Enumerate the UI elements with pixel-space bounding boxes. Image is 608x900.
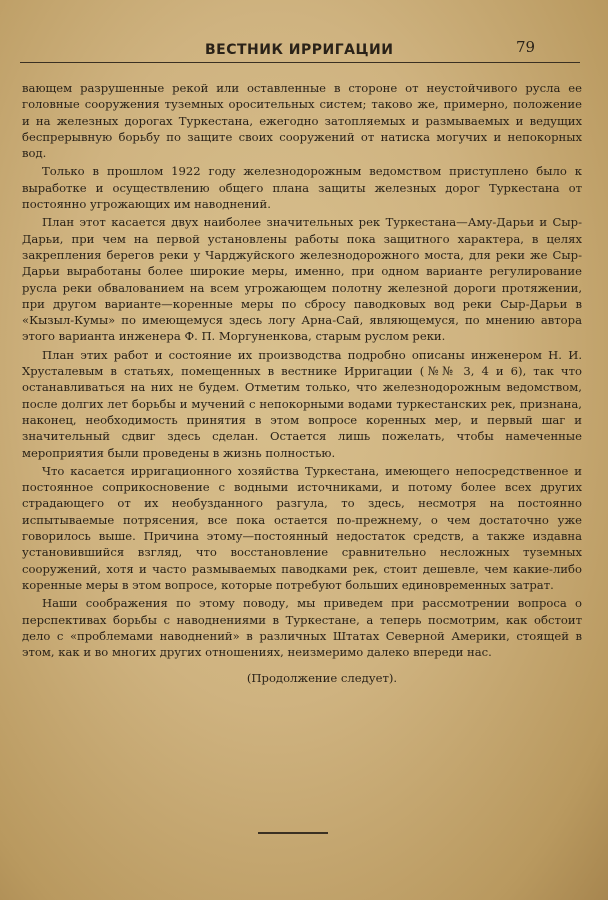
paragraph: План этот касается двух наиболее значительных рек Туркестана—Аму-Дарьи и Сыр-Дарьи, при чем на первой установлены работы пока защитного характера, в целях закрепления берегов реки у Чарджуйского железнодорожного моста, для реки же Сыр-Дарьи выработаны более широкие меры, именно, при одном варианте регулирование русла реки обвалованием на всем угрожающем полотну железной дороги протяжении, при другом варианте—коренные меры по сбросу паводковых вод реки Сыр-Дарьи в «Кызыл-Кумы» по имеющемуся здесь логу Арна-Сай, являющемуся, по мнению автора этого варианта инженера Ф. П. Моргуненкова, старым руслом реки. <box>22 215 582 344</box>
page-header <box>0 36 608 64</box>
paragraph: Наши соображения по этому поводу, мы приведем при рассмотрении вопроса о перспективах борьбы с наводнениями в Туркестане, а теперь посмотрим, как обстоит дело с «проблемами наводнений» в различных Штатах Северной Америки, стоящей в этом, как и во многих других отношениях, неизмеримо далеко впереди нас. <box>22 596 582 660</box>
article-body <box>22 80 582 687</box>
paragraph: План этих работ и состояние их производства подробно описаны инженером Н. И. Хрусталевым в статьях, помещенных в вестнике Ирригации (№№ 3, 4 и 6), так что останавливаться на них не будем. Отметим только, что железнодорожным ведомством, после долгих лет борьбы и мучений с непокорными водами туркестанских рек, признана, наконец, необходимость принятия в этом вопросе коренных мер, и первый шаг и значительный сдвиг здесь сделан. Остается лишь пожелать, чтобы намеченные мероприятия были проведены в жизнь полностью. <box>22 347 582 460</box>
paragraph: вающем разрушенные рекой или оставленные в стороне от неустойчивого русла ее головные сооружения туземных оросительных систем; таково же, примерно, положение и на железных дорогах Туркестана, ежегодно затопляемых и размываемых и ведущих беспрерывную борьбу по защите своих сооружений от натиска могучих и непокорных вод. <box>22 81 582 161</box>
paragraph: Только в прошлом 1922 году железнодорожным ведомством приступлено было к выработке и осуществлению общего плана защиты железных дорог Туркестана от постоянно угрожающих им наводнений. <box>22 164 582 212</box>
end-rule <box>258 832 328 834</box>
page-number: 79 <box>516 38 536 56</box>
running-title: ВЕСТНИК ИРРИГАЦИИ <box>205 42 394 58</box>
paragraph: Что касается ирригационного хозяйства Туркестана, имеющего непосредственное и постоянное соприкосновение с водными источниками, и потому более всех других страдающего от их необузданного разгула, то здесь, несмотря на постоянно испытываемые потрясения, все пока остается по-прежнему, о чем достаточно уже говорилось выше. Причина этому—постоянный недостаток средств, а также издавна установившийся взгляд, что восстановление сравнительно несложных туземных сооружений, хотя и часто размываемых паводками рек, стоит дешевле, чем какие-либо коренные меры в этом вопросе, которые потребуют больших единовременных затрат. <box>22 463 582 592</box>
continued-note: (Продолжение следует). <box>246 671 398 686</box>
header-rule <box>20 62 580 63</box>
